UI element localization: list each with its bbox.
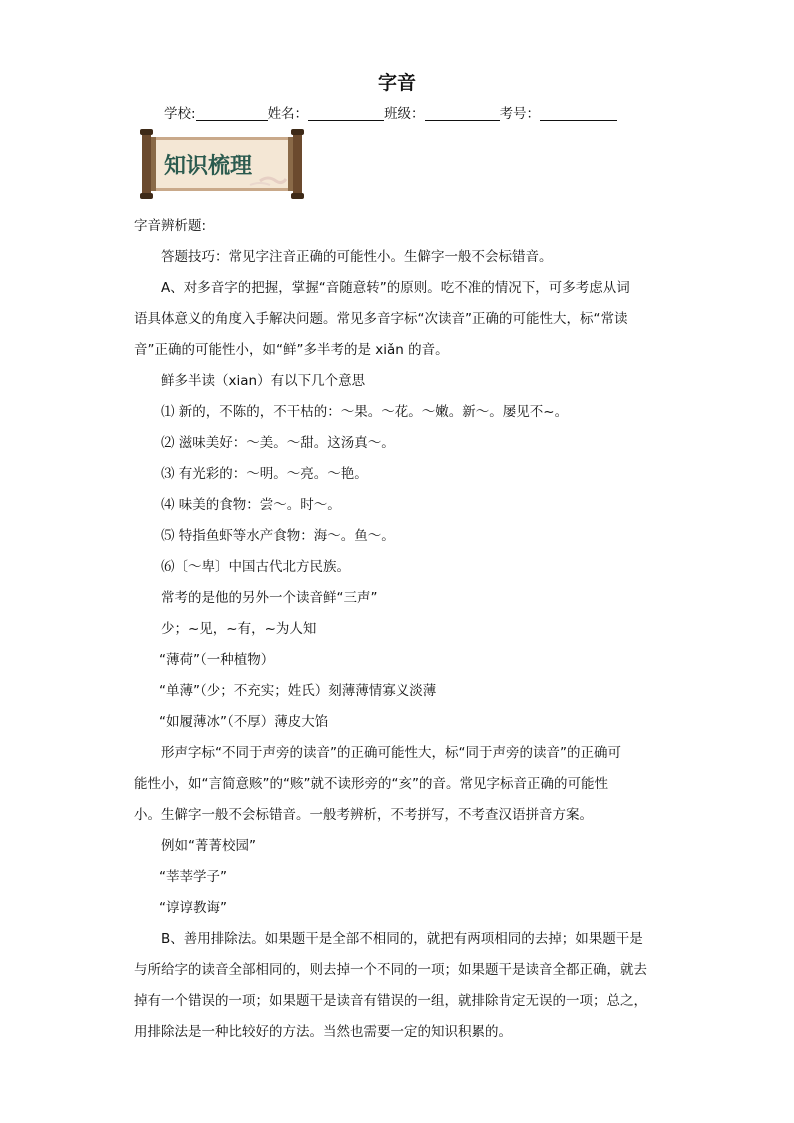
text-line: ⑵ 滋味美好：～美。～甜。这汤真～。 — [161, 435, 395, 451]
knowledge-scroll-banner — [140, 127, 304, 201]
text-line: 音”正确的可能性小，如“鲜”多半考的是 xiǎn 的音。 — [134, 342, 449, 358]
name-label: 姓名： — [267, 106, 309, 122]
text-line: ⑶ 有光彩的：～明。～亮。～艳。 — [161, 466, 368, 482]
text-line: ⑹〔～卑〕中国古代北方民族。 — [161, 559, 350, 575]
exam-no-label: 考号： — [499, 106, 541, 122]
page-title: 字音 — [377, 72, 416, 94]
text-line: 字音辨析题: — [134, 218, 207, 234]
text-line: 答题技巧：常见字注音正确的可能性小。生僻字一般不会标错音。 — [161, 249, 553, 265]
text-line: “谆谆教诲” — [159, 900, 227, 916]
school-label: 学校: — [164, 106, 196, 122]
text-line: “薄荷”（一种植物） — [159, 652, 275, 668]
text-line: 掉有一个错误的一项；如果题干是读音有错误的一组，就排除肯定无误的一项；总之， — [134, 993, 647, 1009]
exam-no-blank — [540, 106, 617, 121]
text-line: 少；~见，~有，~为人知 — [161, 621, 317, 637]
text-line: 例如“菁菁校园” — [161, 838, 256, 854]
text-line: “如履薄冰”（不厚）薄皮大馅 — [159, 714, 329, 730]
text-line: “单薄”（少；不充实；姓氏）刻薄薄情寡义淡薄 — [159, 683, 437, 699]
class-label: 班级： — [384, 106, 425, 122]
text-line: 形声字标“不同于声旁的读音”的正确可能性大，标“同于声旁的读音”的正确可 — [161, 745, 621, 761]
text-line: 语具体意义的角度入手解决问题。常见多音字标“次读音”正确的可能性大，标“常读 — [134, 311, 628, 327]
text-line: B、善用排除法。如果题干是全部不相同的，就把有两项相同的去掉；如果题干是 — [161, 931, 643, 947]
text-line: 用排除法是一种比较好的方法。当然也需要一定的知识积累的。 — [134, 1024, 512, 1040]
text-line: 小。生僻字一般不会标错音。一般考辨析，不考拼写，不考查汉语拼音方案。 — [134, 807, 593, 823]
text-line: ⑸ 特指鱼虾等水产食物：海～。鱼～。 — [161, 528, 395, 544]
class-blank — [425, 106, 500, 121]
text-line: ⑷ 味美的食物：尝～。时～。 — [161, 497, 341, 513]
school-blank — [196, 106, 268, 121]
text-line: 与所给字的读音全部相同的，则去掉一个不同的一项；如果题干是读音全都正确，就去 — [134, 962, 647, 978]
text-line: ⑴ 新的，不陈的，不干枯的：～果。～花。～嫩。新～。屡见不~。 — [161, 404, 569, 420]
text-line: A、对多音字的把握，掌握“音随意转”的原则。吃不准的情况下，可多考虑从词 — [161, 280, 630, 296]
text-line: 常考的是他的另外一个读音鲜“三声” — [161, 590, 378, 606]
banner-text: 知识梳理 — [164, 153, 253, 179]
student-info-row — [164, 102, 617, 122]
name-blank — [308, 106, 384, 121]
text-line: 能性小，如“言简意赅”的“赅”就不读形旁的“亥”的音。常见字标音正确的可能性 — [134, 776, 608, 792]
text-line: “莘莘学子” — [159, 869, 227, 885]
text-line: 鲜多半读（xian）有以下几个意思 — [161, 373, 366, 389]
content-body — [134, 211, 662, 1048]
